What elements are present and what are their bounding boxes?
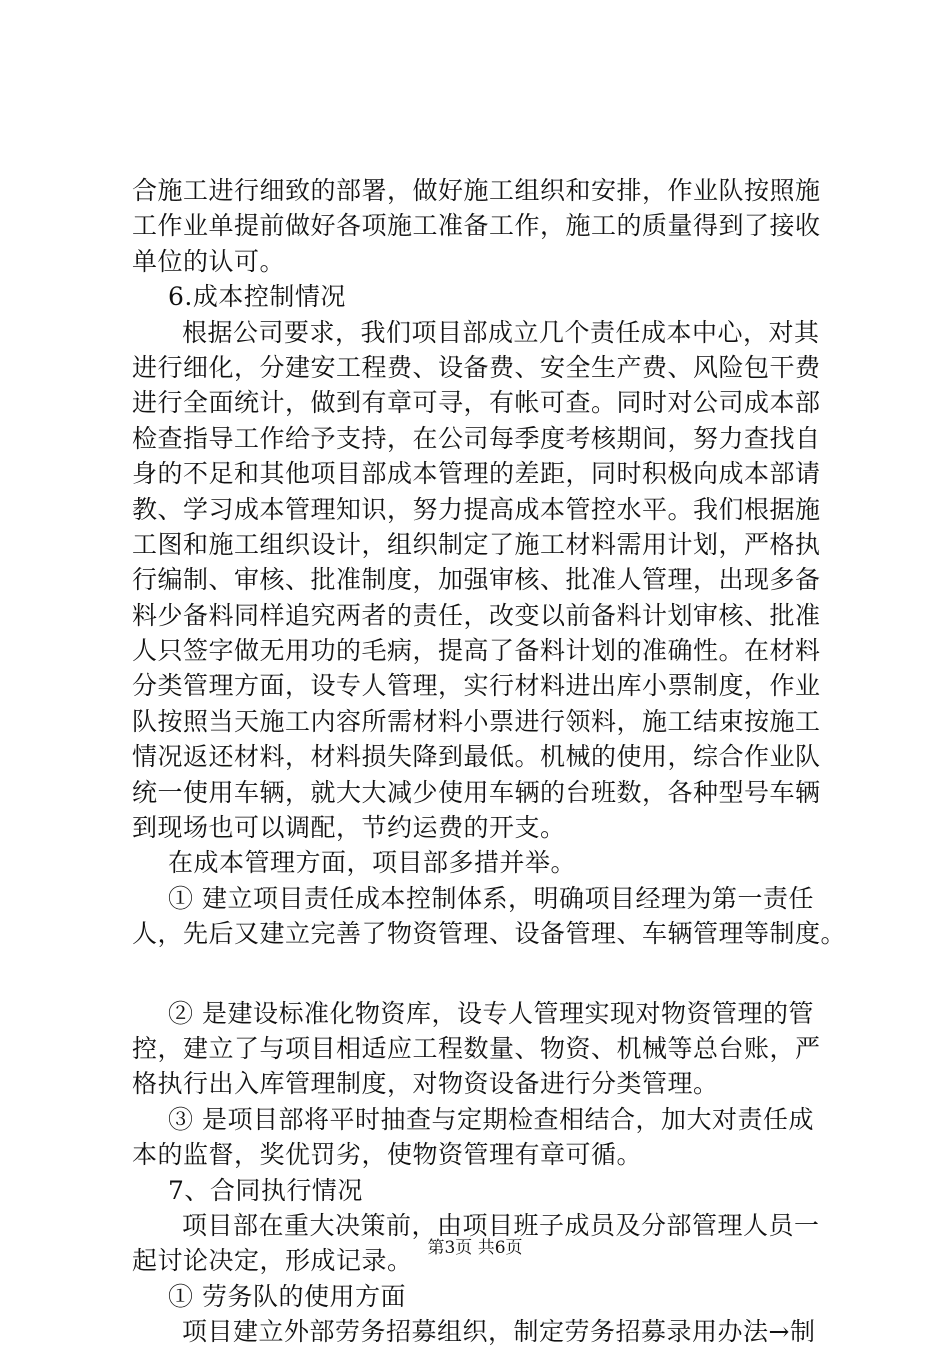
- paragraph-line: 行编制、审核、批准制度，加强审核、批准人管理，出现多备: [132, 565, 821, 595]
- paragraph-line: 到现场也可以调配，节约运费的开支。: [132, 813, 566, 843]
- paragraph-line: 工作业单提前做好各项施工准备工作，施工的质量得到了接收: [132, 211, 821, 241]
- paragraph-line: 统一使用车辆，就大大减少使用车辆的台班数，各种型号车辆: [132, 777, 821, 807]
- blank-line: [132, 952, 832, 996]
- paragraph-line: 身的不足和其他项目部成本管理的差距，同时积极向成本部请: [132, 459, 821, 489]
- list-item-1-cont: 人，先后又建立完善了物资管理、设备管理、车辆管理等制度。: [132, 919, 847, 949]
- paragraph-line: 进行全面统计，做到有章可寻，有帐可查。同时对公司成本部: [132, 388, 821, 418]
- page-footer: 第3页 共6页: [427, 1238, 523, 1258]
- document-body: [132, 173, 847, 1350]
- list-item-3: ③ 是项目部将平时抽查与定期检查相结合，加大对责任成: [168, 1104, 814, 1134]
- paragraph-line: 项目建立外部劳务招募组织，制定劳务招募录用办法→制: [182, 1317, 816, 1347]
- paragraph-line: 人只签字做无用功的毛病，提高了备料计划的准确性。在材料: [132, 636, 821, 666]
- list-item-1: ① 建立项目责任成本控制体系，明确项目经理为第一责任: [168, 883, 814, 913]
- subheading-labor: ① 劳务队的使用方面: [168, 1281, 406, 1311]
- paragraph-line: 在成本管理方面，项目部多措并举。: [168, 848, 577, 878]
- list-item-2-cont: 格执行出入库管理制度，对物资设备进行分类管理。: [132, 1069, 719, 1099]
- paragraph-line: 项目部在重大决策前，由项目班子成员及分部管理人员一: [182, 1210, 820, 1240]
- paragraph-line: 料少备料同样追究两者的责任，改变以前备料计划审核、批准: [132, 600, 821, 630]
- paragraph-line: 工图和施工组织设计，组织制定了施工材料需用计划，严格执: [132, 529, 821, 559]
- list-item-2: ② 是建设标准化物资库，设专人管理实现对物资管理的管: [168, 998, 814, 1028]
- list-item-3-cont: 本的监督，奖优罚劣，使物资管理有章可循。: [132, 1140, 643, 1170]
- paragraph-line: 合施工进行细致的部署，做好施工组织和安排，作业队按照施: [132, 176, 821, 205]
- paragraph-line: 队按照当天施工内容所需材料小票进行领料，施工结束按施工: [132, 706, 821, 736]
- paragraph-line: 进行细化，分建安工程费、设备费、安全生产费、风险包干费: [132, 352, 821, 382]
- section-heading-7: 7、合同执行情况: [168, 1175, 363, 1205]
- paragraph-line: 情况返还材料，材料损失降到最低。机械的使用，综合作业队: [132, 742, 821, 772]
- paragraph-line: 单位的认可。: [132, 246, 286, 276]
- paragraph-line: 起讨论决定，形成记录。: [132, 1246, 413, 1276]
- list-item-2-cont: 控，建立了与项目相适应工程数量、物资、机械等总台账，严: [132, 1033, 821, 1063]
- paragraph-line: 检查指导工作给予支持，在公司每季度考核期间，努力查找自: [132, 423, 821, 453]
- section-heading-6: 6.成本控制情况: [168, 282, 346, 312]
- paragraph-line: 根据公司要求，我们项目部成立几个责任成本中心，对其: [182, 317, 820, 347]
- paragraph-line: 分类管理方面，设专人管理，实行材料进出库小票制度，作业: [132, 671, 821, 701]
- paragraph-line: 教、学习成本管理知识，努力提高成本管控水平。我们根据施: [132, 494, 821, 524]
